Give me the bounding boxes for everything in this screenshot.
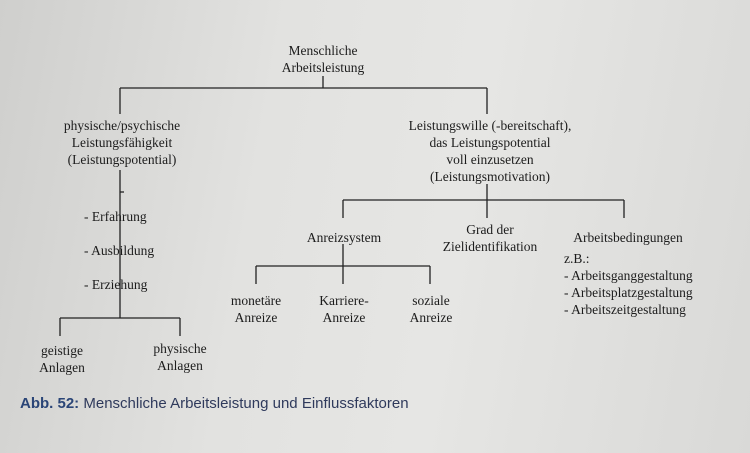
arbeitsbedingungen-list: z.B.: - Arbeitsganggestaltung - Arbeitsplatzgestaltung - Arbeitszeitgestaltung — [564, 251, 693, 317]
factor-erfahrung: - Erfahrung — [84, 209, 147, 224]
factor-erziehung: - Erziehung — [84, 277, 148, 292]
node-soziale-anreize-label: soziale Anreize — [409, 293, 453, 325]
node-monetaere-anreize — [231, 292, 281, 326]
node-zielidentifikation-label: Grad der Zielidentifikation — [442, 222, 538, 254]
node-physische-anlagen — [153, 340, 206, 374]
node-root-label: Menschliche Arbeitsleistung — [281, 43, 365, 75]
node-karriere-anreize — [319, 292, 368, 326]
node-leistungswille — [409, 117, 572, 185]
node-leistungsfaehigkeit — [64, 117, 180, 168]
figure-caption — [20, 395, 409, 412]
node-monetaere-anreize-label: monetäre Anreize — [230, 293, 282, 325]
node-zielidentifikation — [443, 221, 537, 255]
node-arbeitsbedingungen: Arbeitsbedingungen — [573, 230, 683, 245]
figure-caption-text: Menschliche Arbeitsleistung und Einflussfaktoren — [83, 395, 409, 412]
node-physische-anlagen-label: physische Anlagen — [153, 341, 207, 373]
node-anreizsystem: Anreizsystem — [306, 230, 382, 245]
node-karriere-anreize-label: Karriere- Anreize — [319, 293, 369, 325]
node-leistungswille-label: Leistungswille (-bereitschaft), das Leistungspotential voll einzusetzen (Leistungsmotivation) — [408, 118, 572, 184]
factor-ausbildung: - Ausbildung — [84, 243, 155, 258]
node-root — [282, 42, 365, 76]
node-leistungsfaehigkeit-label: physische/psychische Leistungsfähigkeit (Leistungspotential) — [63, 118, 181, 167]
node-geistige-anlagen — [39, 342, 85, 376]
node-geistige-anlagen-label: geistige Anlagen — [39, 343, 85, 375]
node-soziale-anreize — [410, 292, 453, 326]
figure-number: Abb. 52: — [20, 395, 80, 412]
